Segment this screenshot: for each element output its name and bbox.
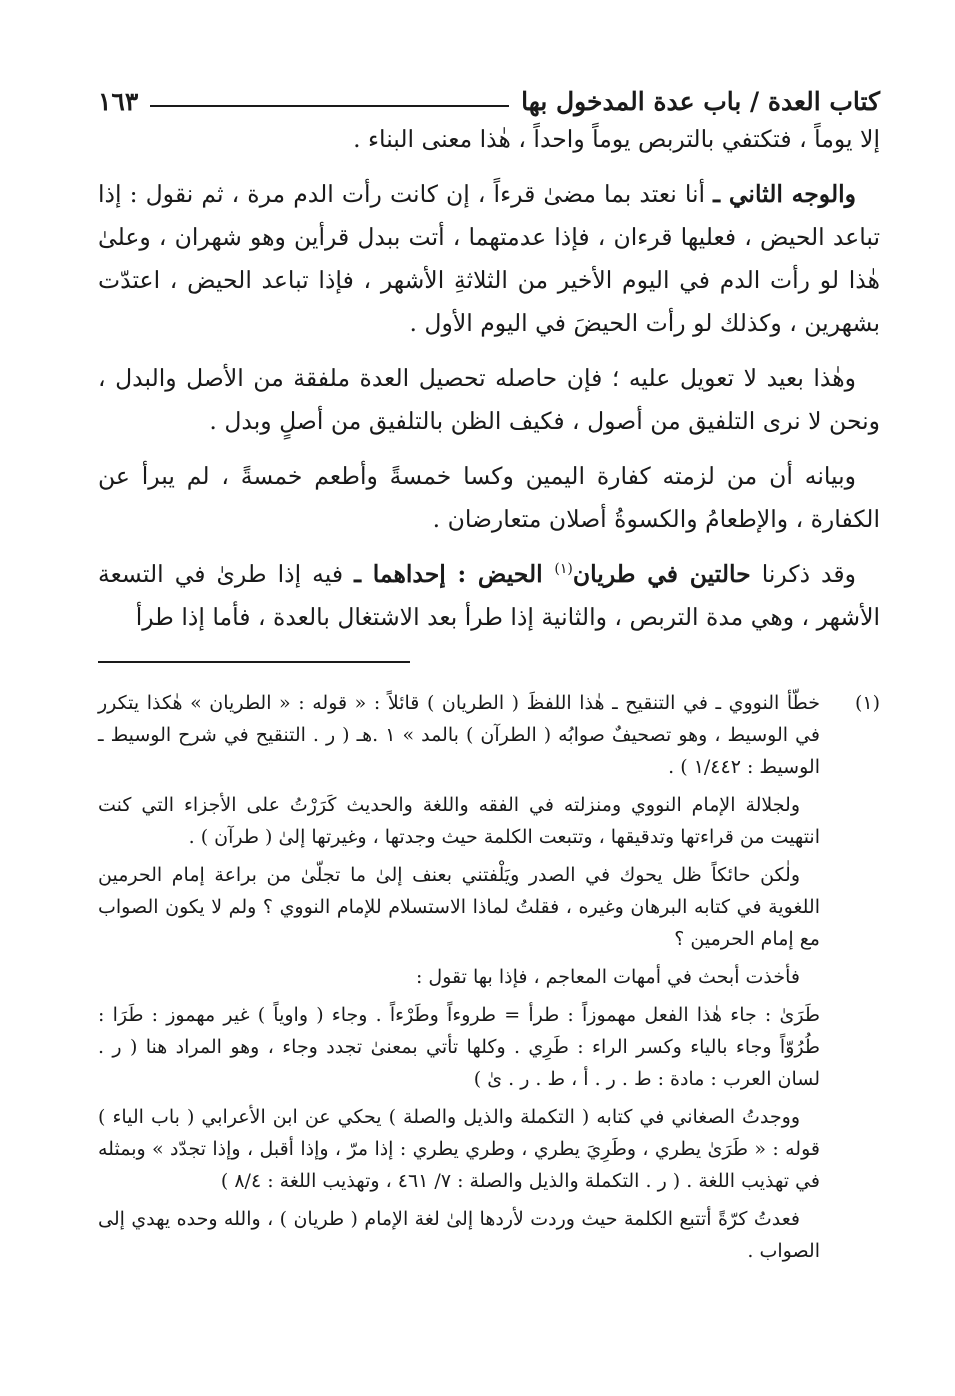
- paragraph-5-bold-phrase: حالتين في طريان: [572, 560, 751, 588]
- footnote-body: [98, 687, 820, 1273]
- paragraph-2-heading: والوجه الثاني ـ: [713, 180, 856, 208]
- page-number: ١٦٣: [98, 87, 139, 116]
- footnote-paragraph: ولجلالة الإمام النووي ومنزلته في الفقه واللغة والحديث كَرَرْتُ على الأجزاء التي كنت انتهيت من قراءتها وتدقيقها ، وتتبعت الكلمة حيث وجدتها ، وغيرتها إلىٰ ( طرآن ) .: [98, 794, 820, 848]
- footnote-paragraph: فعدتُ كرّةً أتتبع الكلمة حيث وردت لأردها إلىٰ لغة الإمام ( طريان ) ، والله وحده يهدي إلى الصواب .: [98, 1208, 820, 1262]
- header-rule: [150, 105, 509, 107]
- footnote-paragraph: ولٰكن حائكاً ظل يحوك في الصدر ويَلْفتني بعنف إلىٰ ما تجلّىٰ من براعة إمام الحرمين اللغوية في كتابه البرهان وغيره ، فقلتُ لماذا الاستسلام للإمام النووي ؟ ولم لا يكون الصواب مع إمام الحرمين ؟: [98, 864, 820, 950]
- paragraph-5-bold-heading: الحيض : إحداهما ـ: [354, 560, 555, 588]
- main-text: [98, 118, 880, 639]
- footnote-separator: [98, 661, 410, 663]
- paragraph-2: [98, 173, 880, 345]
- footnote-paragraph: ووجدتُ الصغاني في كتابه ( التكملة والذيل والصلة ) يحكي عن ابن الأعرابي ( باب الياء ) قوله : « طَرَىٰ يطري ، وطَرِيَ يطري ، وطري يطري : إذا مرّ ، وإذا أقبل ، وإذا تجدّد » وبمثله في تهذيب اللغة . ( ر . التكملة والذيل والصلة : ٧/ ٤٦١ ، وتهذيب اللغة : ٨/٤ ): [98, 1106, 820, 1192]
- book-page: [98, 70, 880, 1273]
- paragraph-5: [98, 553, 880, 639]
- footnote-number: (١): [854, 692, 880, 714]
- footnote-reference[interactable]: (١): [554, 561, 573, 578]
- header-title: كتاب العدة / باب عدة المدخول بها: [521, 87, 880, 116]
- footnotes: [98, 687, 880, 1273]
- paragraph-3: وهٰذا بعيد لا تعويل عليه ؛ فإن حاصله تحصيل العدة ملفقة من الأصل والبدل ، ونحن لا نرى التلفيق من أصول ، فكيف الظن بالتلفيق من أصلٍ وبدل .: [98, 364, 880, 435]
- footnote-paragraph: خطّأ النووي ـ في التنقيح ـ هٰذا اللفظَ ( الطريان ) قائلاً : « قوله : « الطريان » هٰكذا يتكرر في الوسيط ، وهو تصحيفٌ صوابُه ( الطرآن ) بالمد » ١ .هـ ( ر . التنقيح في شرح الوسيط ـ الوسيط : ١/٤٤٢ ) .: [98, 692, 820, 778]
- paragraph-2-text: أنا نعتد بما مضىٰ قرءاً ، إن كانت رأت الدم مرة ، ثم نقول : إذا تباعد الحيض ، فعليها قرءان ، فإذا عدمتهما ، أتت ببدل قرأين وهو شهران ، وعلىٰ هٰذا لو رأت الدم في اليوم الأخير من الثلاثةِ الأشهر ، فإذا تباعد الحيض ، اعتدّت بشهرين ، وكذلك لو رأت الحيضَ في اليوم الأول .: [98, 180, 880, 337]
- paragraph-5-text: فيه إذا طرىٰ في التسعة الأشهر ، وهي مدة التربص ، والثانية إذا طرأ بعد الاشتغال بالعدة ، فأما إذا طرأ: [98, 560, 880, 631]
- paragraph-1: إلا يوماً ، فتكتفي بالتربص يوماً واحداً ، هٰذا معنى البناء .: [353, 125, 880, 153]
- footnote-paragraph: فأخذت أبحث في أمهات المعاجم ، فإذا بها تقول :: [415, 966, 800, 988]
- footnote-1: [98, 687, 880, 1273]
- footnote-paragraph: طَرَىٰ : جاء هٰذا الفعل مهموزاً : طرأ = طروءاً وطَرْءاً . وجاء ( واوياً ) غير مهموز : طَرَا : طُرُوّاً وجاء بالياء وكسر الراء : طَرِي . وكلها تأتي بمعنىٰ تجدد وجاء ، وهو المراد هنا ( ر . لسان العرب : مادة : ط . ر . أ ، ط . ر . ىٰ ): [98, 1004, 820, 1090]
- running-header: [98, 70, 880, 116]
- paragraph-5-intro: وقد ذكرنا: [750, 560, 856, 588]
- paragraph-4: وبيانه أن من لزمته كفارة اليمين وكسا خمسةً وأطعم خمسةً ، لم يبرأ عن الكفارة ، والإطعامُ والكسوةُ أصلان متعارضان .: [98, 462, 880, 533]
